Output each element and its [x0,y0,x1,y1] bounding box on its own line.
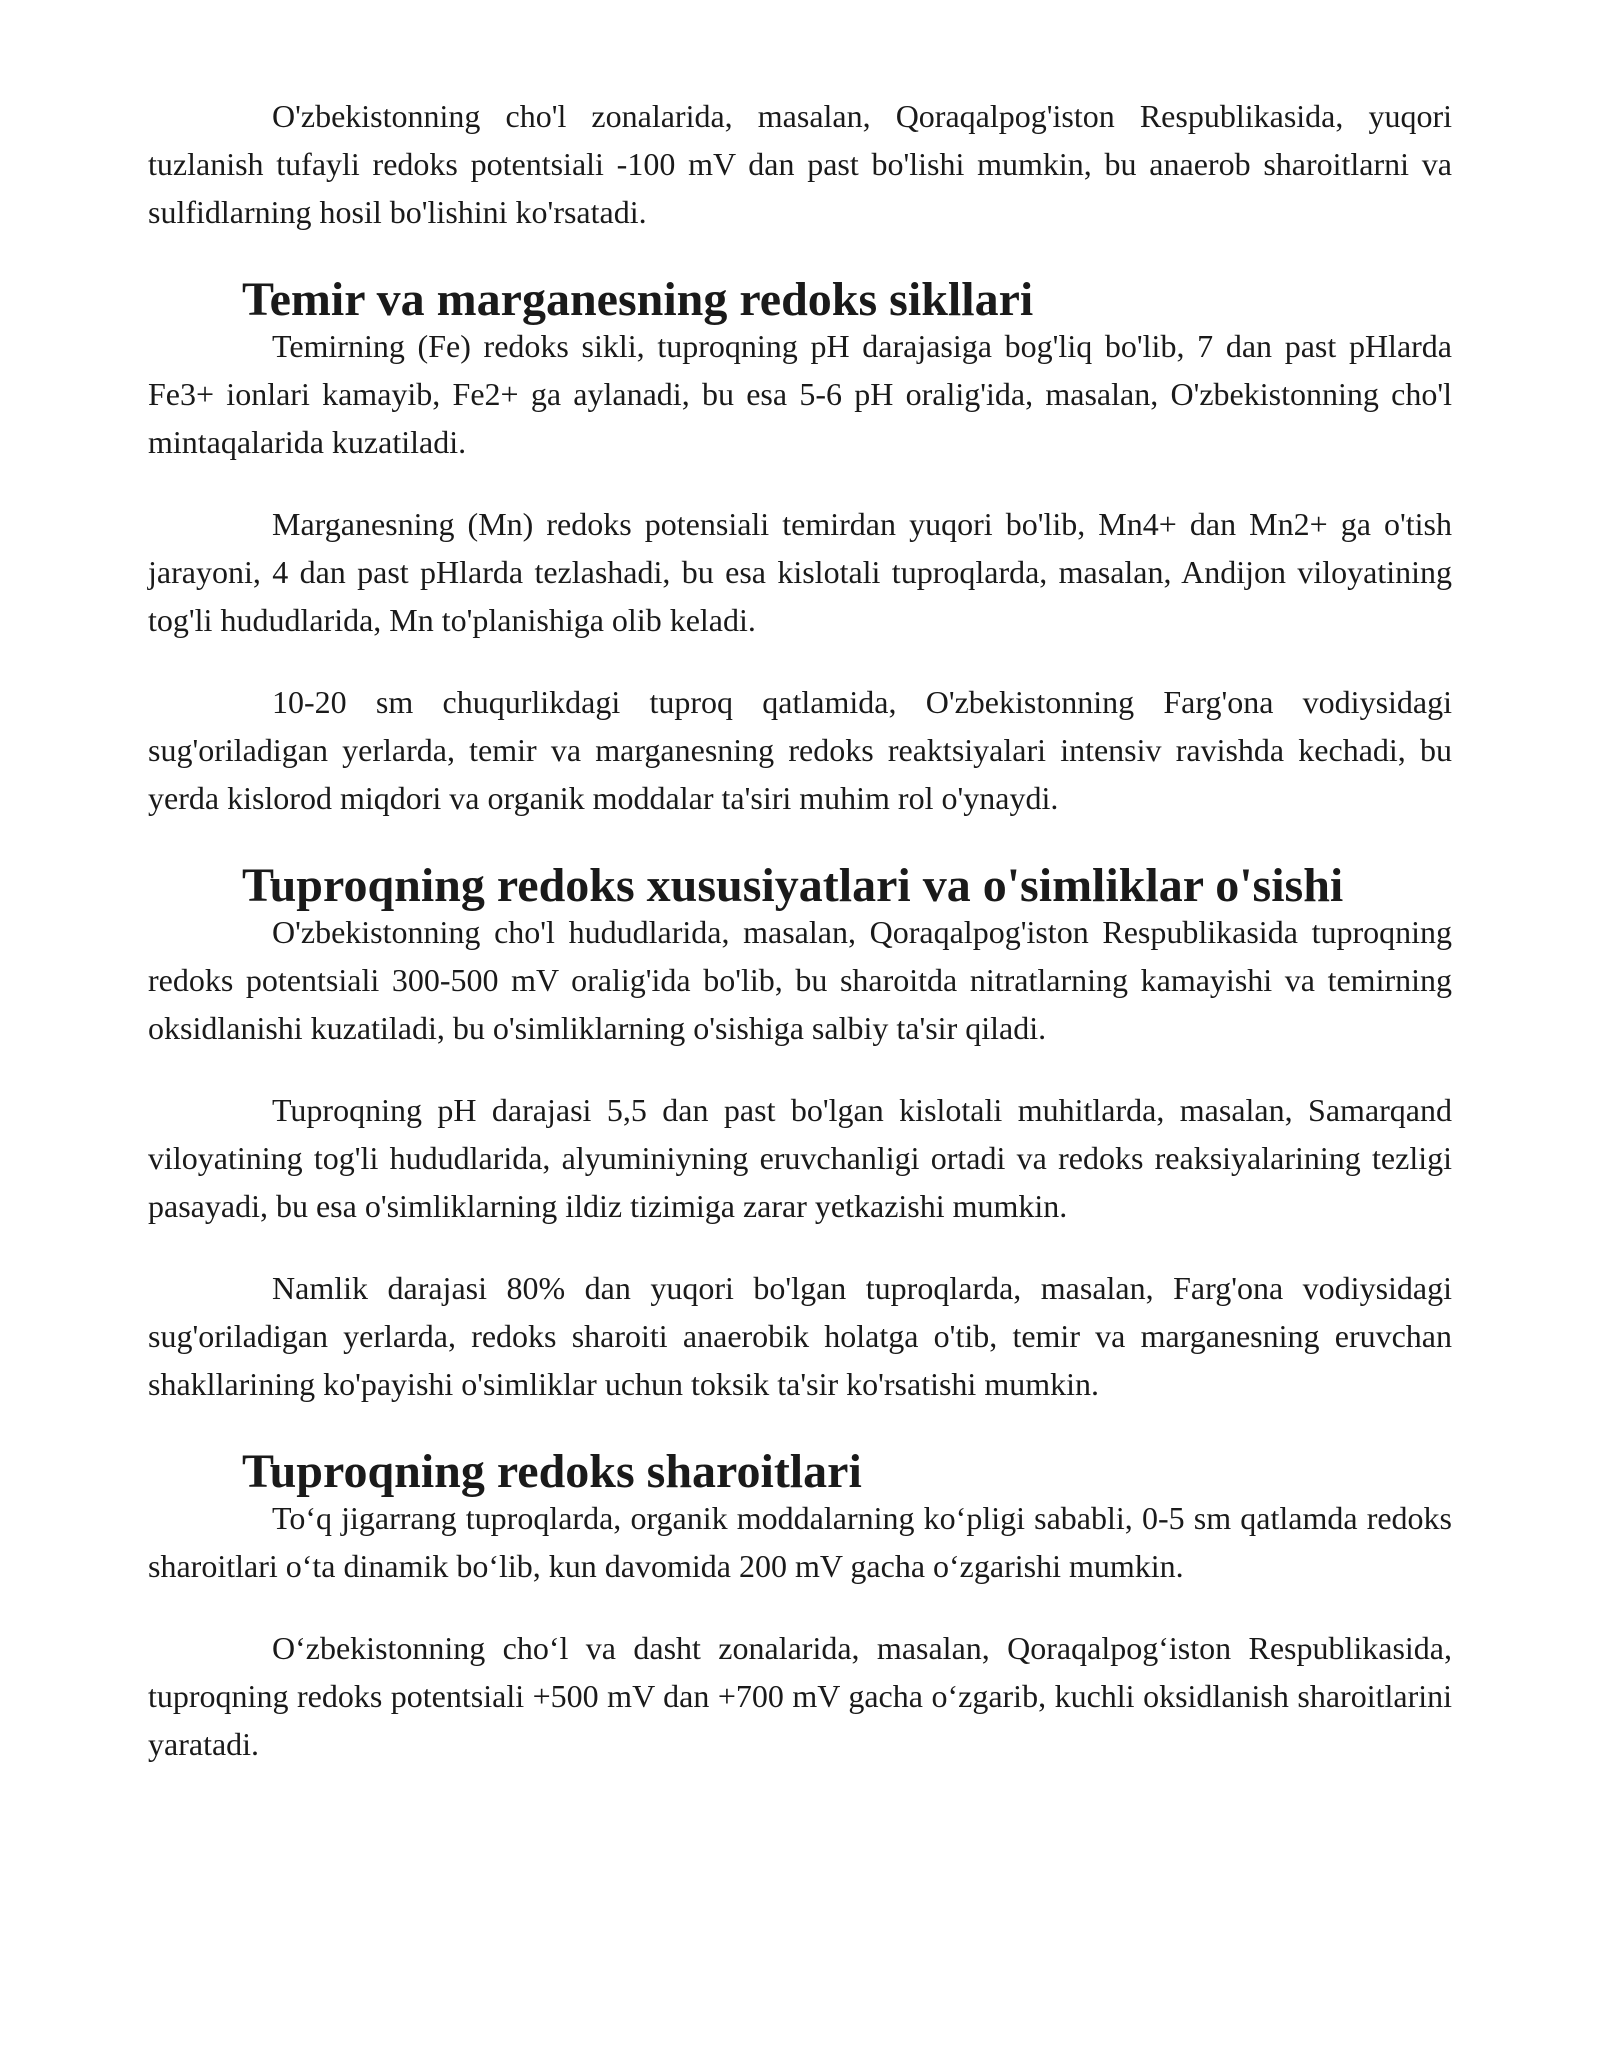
section-heading: Temir va marganesning redoks sikllari [242,273,1034,326]
paragraph: 10-20 sm chuqurlikdagi tuproq qatlamida, O'zbekistonning Farg'ona vodiysidagi sug'oriladigan yerlarda, temir va marganesning redoks reaktsiyalari intensiv ravishda kechadi, bu yerda kislorod miqdori va organik moddalar ta'siri muhim rol o'ynaydi. [148,684,1452,816]
paragraph: Marganesning (Mn) redoks potensiali temirdan yuqori bo'lib, Mn4+ dan Mn2+ ga o'tish jarayoni, 4 dan past pHlarda tezlashadi, bu esa kislotali tuproqlarda, masalan, Andijon viloyatining tog'li hududlarida, Mn to'planishiga olib keladi. [148,506,1452,638]
paragraph: To‘q jigarrang tuproqlarda, organik moddalarning ko‘pligi sababli, 0-5 sm qatlamda redoks sharoitlari o‘ta dinamik bo‘lib, kun davomida 200 mV gacha o‘zgarishi mumkin. [148,1500,1452,1584]
paragraph: O'zbekistonning cho'l hududlarida, masalan, Qoraqalpog'iston Respublikasida tuproqning redoks potentsiali 300-500 mV oralig'ida bo'lib, bu sharoitda nitratlarning kamayishi va temirning oksidlanishi kuzatiladi, bu o'simliklarning o'sishiga salbiy ta'sir qiladi. [148,914,1452,1046]
section-heading: Tuproqning redoks sharoitlari [242,1445,862,1498]
paragraph: Temirning (Fe) redoks sikli, tuproqning pH darajasiga bog'liq bo'lib, 7 dan past pHlarda Fe3+ ionlari kamayib, Fe2+ ga aylanadi, bu esa 5-6 pH oralig'ida, masalan, O'zbekistonning cho'l mintaqalarida kuzatiladi. [148,328,1452,460]
section-heading: Tuproqning redoks xususiyatlari va o'simliklar o'sishi [242,859,1344,912]
paragraph: O'zbekistonning cho'l zonalarida, masalan, Qoraqalpog'iston Respublikasida, yuqori tuzlanish tufayli redoks potentsiali -100 mV dan past bo'lishi mumkin, bu anaerob sharoitlarni va sulfidlarning hosil bo'lishini ko'rsatadi. [148,98,1452,230]
paragraph: Tuproqning pH darajasi 5,5 dan past bo'lgan kislotali muhitlarda, masalan, Samarqand viloyatining tog'li hududlarida, alyuminiyning eruvchanligi ortadi va redoks reaksiyalarining tezligi pasayadi, bu esa o'simliklarning ildiz tizimiga zarar yetkazishi mumkin. [148,1092,1452,1224]
paragraph: O‘zbekistonning cho‘l va dasht zonalarida, masalan, Qoraqalpog‘iston Respublikasida, tuproqning redoks potentsiali +500 mV dan +700 mV gacha o‘zgarib, kuchli oksidlanish sharoitlarini yaratadi. [148,1630,1452,1762]
paragraph: Namlik darajasi 80% dan yuqori bo'lgan tuproqlarda, masalan, Farg'ona vodiysidagi sug'oriladigan yerlarda, redoks sharoiti anaerobik holatga o'tib, temir va marganesning eruvchan shakllarining ko'payishi o'simliklar uchun toksik ta'sir ko'rsatishi mumkin. [148,1270,1452,1402]
document-page [148,92,1452,1768]
